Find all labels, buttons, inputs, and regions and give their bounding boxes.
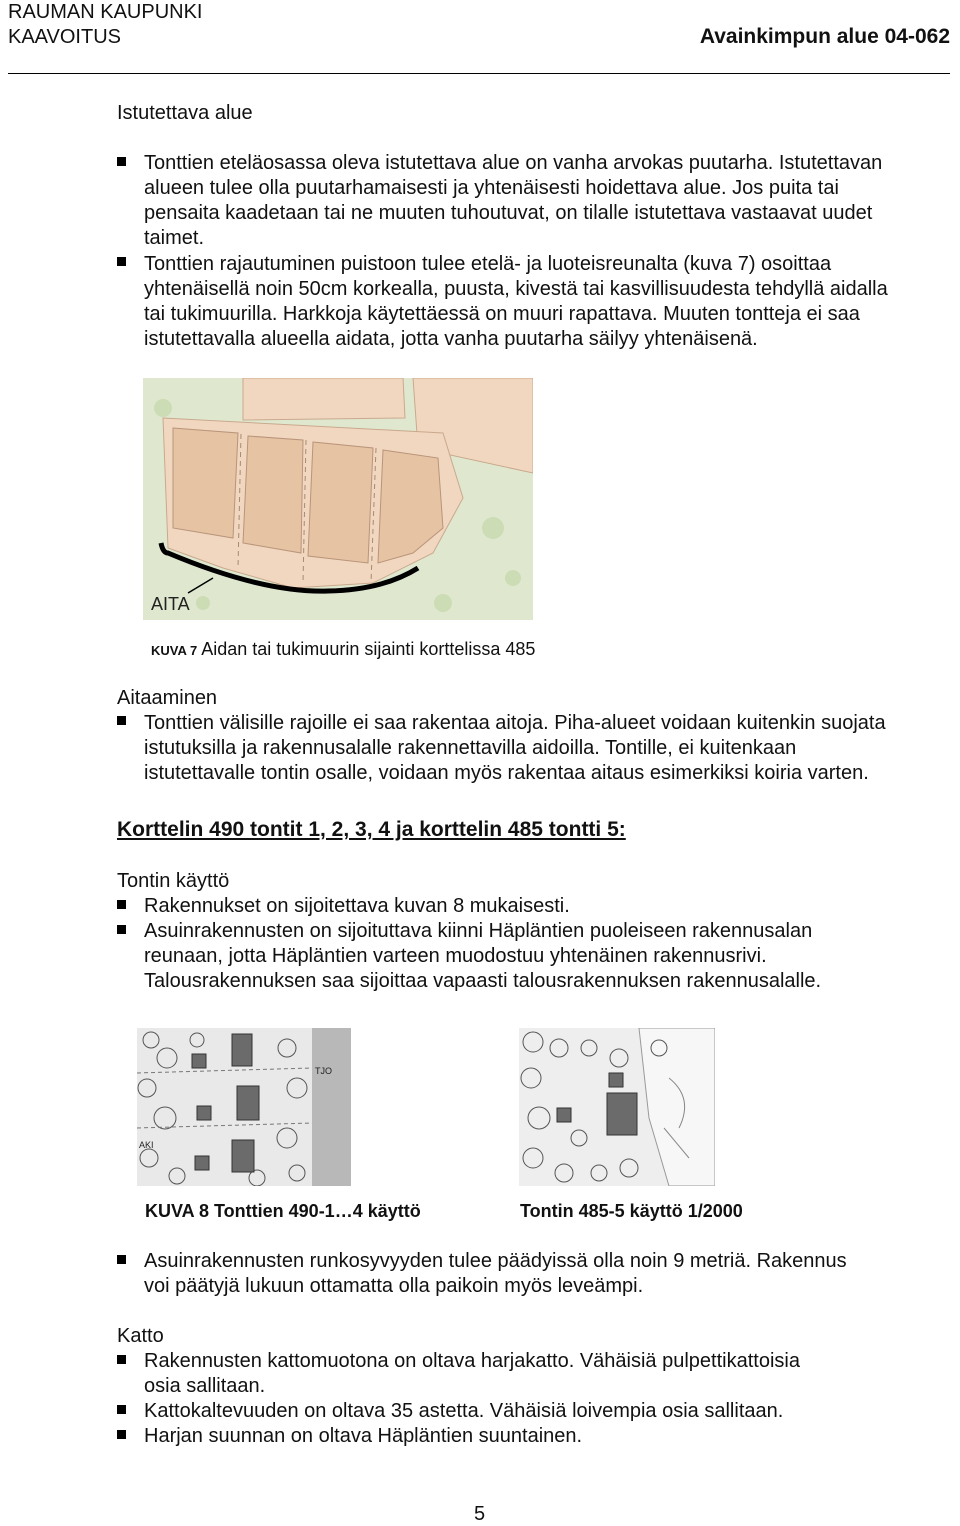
paragraph-line: Tonttien rajautuminen puistoon tulee etelä- ja luoteisreunalta (kuva 7) osoittaa (144, 253, 832, 275)
paragraph-line: alueen tulee olla puutarhamaisesti ja yhtenäisesti hoidettava alue. Jos puita tai (144, 177, 839, 199)
bullet-marker (117, 1430, 126, 1439)
paragraph-line: tai tukimuurilla. Harkkoja käytettäessä on muuri rapattava. Muuten tontteja ei saa (144, 303, 860, 325)
paragraph-line: istutuksilla ja rakennusalalle rakennettavilla aidoilla. Tontille, ei kuitenkaan (144, 737, 797, 759)
paragraph-line: Talousrakennuksen saa sijoittaa vapaasti talousrakennuksen rakennusalalle. (144, 970, 822, 992)
paragraph-line: Rakennusten kattomuotona on oltava harjakatto. Vähäisiä pulpettikattoisia (144, 1350, 800, 1372)
caption-text: Aidan tai tukimuurin sijainti korttelissa 485 (201, 639, 536, 659)
bullet-marker (117, 1405, 126, 1414)
section-title-tontin-kaytto: Tontin käyttö (117, 870, 230, 892)
map-label: AKI (139, 1140, 154, 1150)
bullet-marker (117, 900, 126, 909)
paragraph-line: voi päätyjä lukuun ottamatta olla paikoin myös leveämpi. (144, 1275, 644, 1297)
figure-8-caption-left: KUVA 8 Tonttien 490-1…4 käyttö (145, 1201, 421, 1221)
paragraph-line: Tonttien eteläosassa oleva istutettava alue on vanha arvokas puutarha. Istutettavan (144, 152, 883, 174)
section-title-aitaaminen: Aitaaminen (117, 687, 218, 709)
paragraph-line: Asuinrakennusten on sijoituttava kiinni Häpläntien puoleiseen rakennusalan (144, 920, 813, 942)
section-heading-kortteli: Korttelin 490 tontit 1, 2, 3, 4 ja korttelin 485 tontti 5: (117, 818, 626, 841)
paragraph-line: Harjan suunnan on oltava Häpläntien suuntainen. (144, 1425, 583, 1447)
paragraph-line: Asuinrakennusten runkosyvyyden tulee päädyissä olla noin 9 metriä. Rakennus (144, 1250, 847, 1272)
bullet-marker (117, 1255, 126, 1264)
figure-8-right-map (519, 1028, 715, 1186)
figure-8-caption-right: Tontin 485-5 käyttö 1/2000 (520, 1201, 743, 1221)
paragraph-line: reunaan, jotta Häpläntien varteen muodostuu yhtenäinen rakennusrivi. (144, 945, 767, 967)
bullet-marker (117, 716, 126, 725)
paragraph-line: yhtenäisellä noin 50cm korkealla, puusta, kivestä tai kasvillisuudesta tehdyllä aidalla (144, 278, 888, 300)
page-number: 5 (474, 1503, 486, 1525)
bullet-marker (117, 157, 126, 166)
paragraph-line: Kattokaltevuuden on oltava 35 astetta. Vähäisiä loivempia osia sallitaan. (144, 1400, 784, 1422)
department-name: KAAVOITUS (8, 26, 121, 48)
bullet-marker (117, 257, 126, 266)
section-title-katto: Katto (117, 1325, 164, 1347)
map-label-aita: AITA (151, 594, 190, 614)
paragraph-line: pensaita kaadetaan tai ne muuten tuhoutuvat, on tilalle istutettava vastaavat uudet (144, 202, 873, 224)
figure-7-caption (151, 638, 535, 662)
paragraph-line: osia sallitaan. (144, 1375, 266, 1397)
paragraph-line: istutettavalla alueella aidata, jotta vanha puutarha säilyy yhtenäisenä. (144, 328, 758, 350)
header-rule (8, 73, 950, 74)
document-title: Avainkimpun alue 04-062 (699, 25, 950, 48)
section-title-istutettava: Istutettava alue (117, 102, 253, 124)
bullet-marker (117, 925, 126, 934)
org-name: RAUMAN KAUPUNKI (8, 1, 203, 23)
bullet-marker (117, 1355, 126, 1364)
figure-8-left-map (137, 1028, 351, 1186)
paragraph-line: taimet. (144, 227, 205, 249)
caption-prefix: KUVA 7 (151, 643, 198, 658)
map-label: TJO (315, 1066, 332, 1076)
figure-7-plan-map (143, 378, 533, 620)
paragraph-line: istutettavalle tontin osalle, voidaan myös rakentaa aitaus esimerkiksi koiria varten. (144, 762, 869, 784)
paragraph-line: Rakennukset on sijoitettava kuvan 8 mukaisesti. (144, 895, 570, 917)
paragraph-line: Tonttien välisille rajoille ei saa rakentaa aitoja. Piha-alueet voidaan kuitenkin suojata (144, 712, 886, 734)
